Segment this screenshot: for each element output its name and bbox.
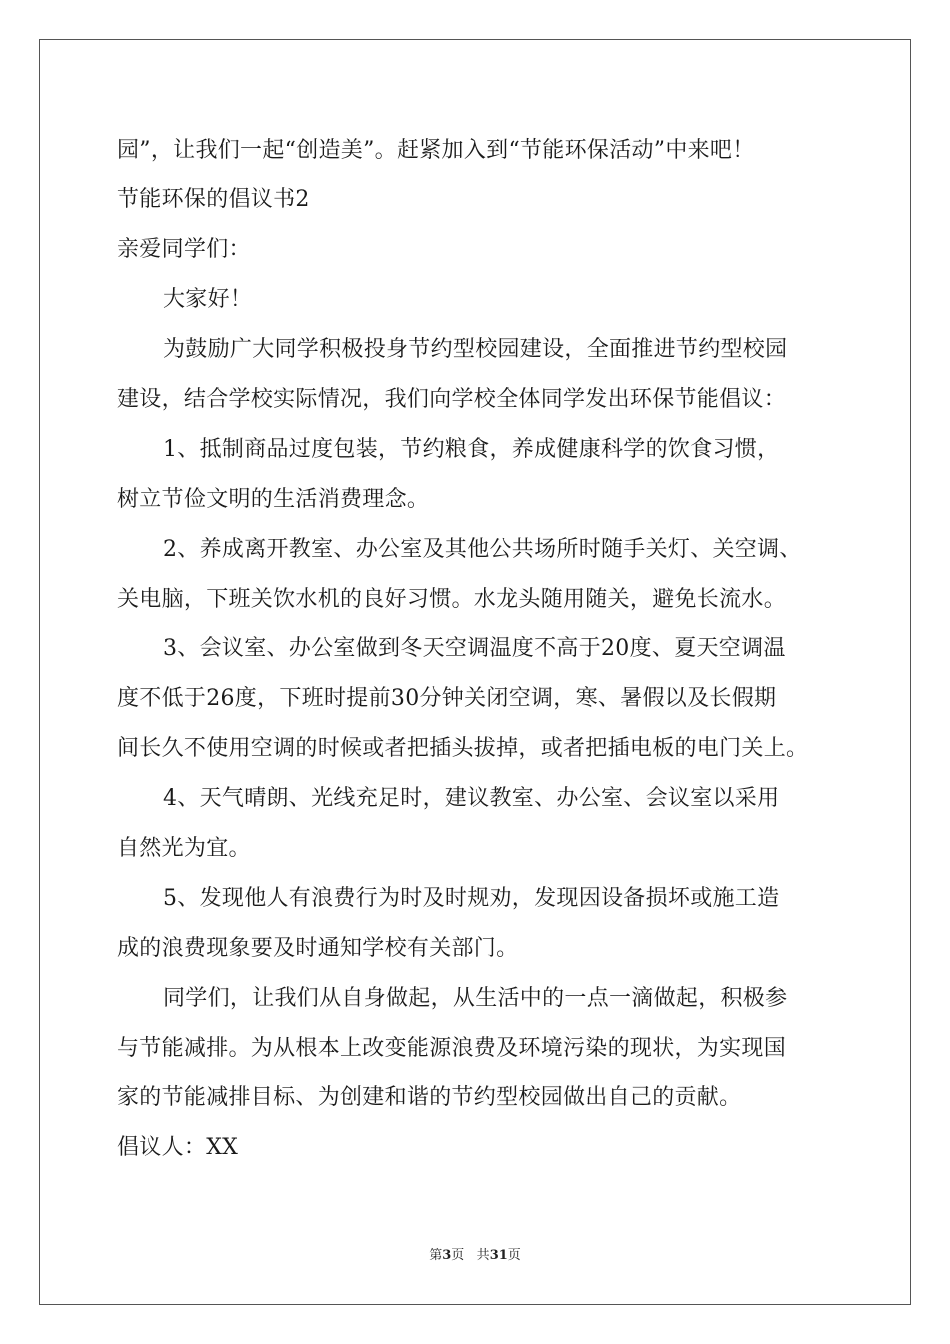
text-line: 树立节俭文明的生活消费理念。 [117,487,430,512]
total-pages: 31 [489,1248,508,1263]
text-line: 家的节能减排目标、为创建和谐的节约型校园做出自己的贡献。 [117,1085,742,1110]
text-line: 为鼓励广大同学积极投身节约型校园建设，全面推进节约型校园 [163,337,788,362]
text-line: 成的浪费现象要及时通知学校有关部门。 [117,936,519,961]
page-number: 3 [442,1248,452,1263]
text-line: 自然光为宜。 [117,836,251,861]
page-suffix: 页 [451,1248,465,1263]
text-line: 关电脑，下班关饮水机的良好习惯。水龙头随用随关，避免长流水。 [117,587,787,612]
total-suffix: 页 [507,1248,521,1263]
text-line: 建设，结合学校实际情况，我们向学校全体同学发出环保节能倡议： [117,387,787,412]
signature-line: 倡议人：XX [117,1135,239,1160]
text-line: 同学们，让我们从自身做起，从生活中的一点一滴做起，积极参 [163,986,788,1011]
section-title: 节能环保的倡议书2 [117,187,310,212]
text-line: 2、养成离开教室、办公室及其他公共场所时随手关灯、关空调、 [163,537,802,562]
text-line: 园”，让我们一起“创造美”。赶紧加入到“节能环保活动”中来吧！ [117,138,755,163]
text-line: 3、会议室、办公室做到冬天空调温度不高于20度、夏天空调温 [163,636,786,661]
page-frame [39,39,911,1305]
page-footer [0,1248,950,1264]
text-line: 1、抵制商品过度包装，节约粮食，养成健康科学的饮食习惯， [163,437,780,462]
salutation: 亲爱同学们： [117,237,251,262]
text-line: 4、天气晴朗、光线充足时，建议教室、办公室、会议室以采用 [163,786,780,811]
text-line: 度不低于26度，下班时提前30分钟关闭空调，寒、暑假以及长假期 [117,686,777,711]
total-prefix: 共 [476,1248,490,1263]
text-line: 5、发现他人有浪费行为时及时规劝，发现因设备损坏或施工造 [163,886,780,911]
page-prefix: 第 [429,1248,443,1263]
text-line: 间长久不使用空调的时候或者把插头拔掉，或者把插电板的电门关上。 [117,736,809,761]
greeting: 大家好！ [163,287,253,312]
text-line: 与节能减排。为从根本上改变能源浪费及环境污染的现状，为实现国 [117,1036,787,1061]
